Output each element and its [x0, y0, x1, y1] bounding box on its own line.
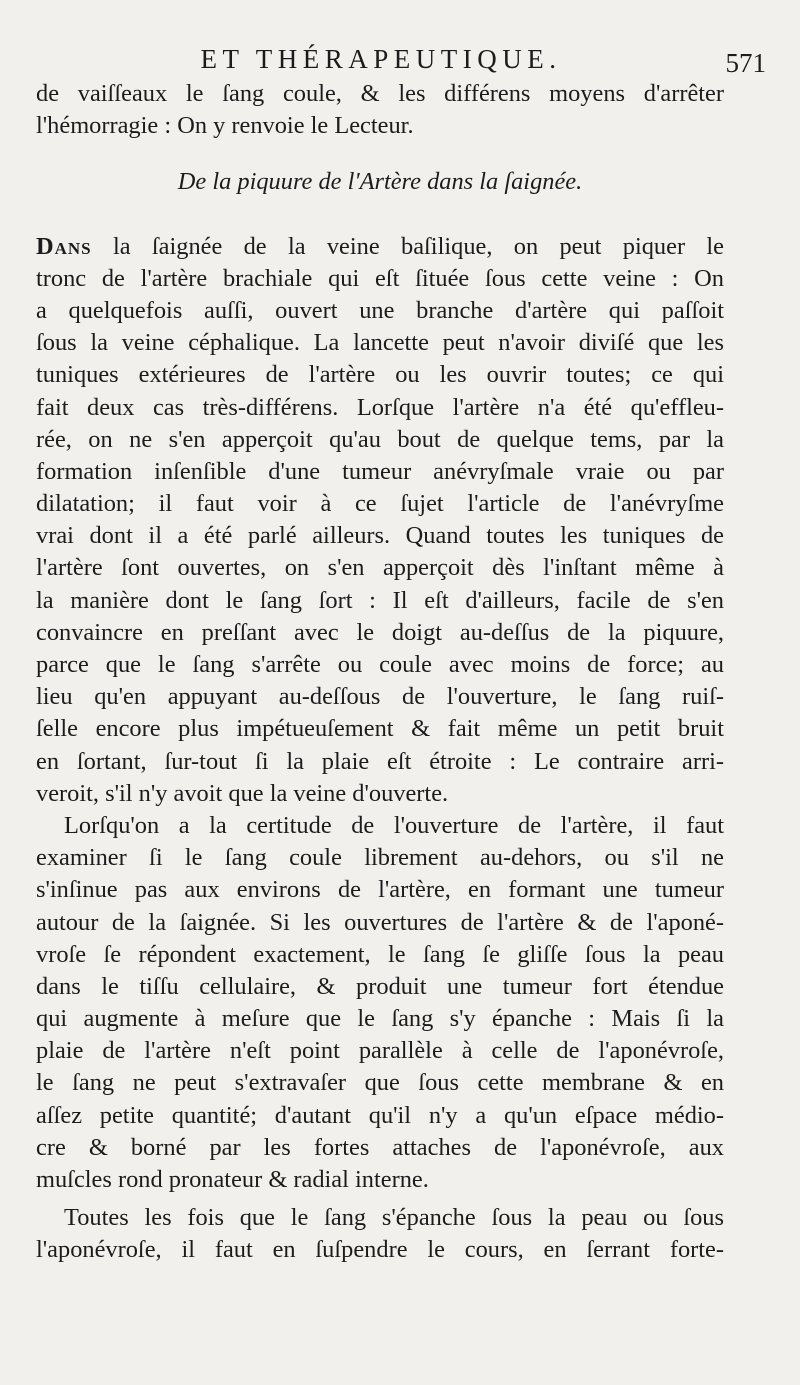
text-line: vrai dont il a été parlé ailleurs. Quand toutes les tuniques de: [36, 522, 724, 550]
text-line: parce que le ſang s'arrête ou coule avec moins de force; au: [36, 651, 724, 678]
text-line: tuniques extérieures de l'artère ou les ouvrir toutes; ce qui: [36, 361, 724, 389]
text-line: autour de la ſaignée. Si les ouvertures de l'artère & de l'aponé-: [36, 908, 724, 936]
paragraph-first-line: [36, 231, 724, 263]
text-line: ſelle encore plus impétueuſement & fait même un petit bruit: [36, 715, 724, 743]
text-line: plaie de l'artère n'eſt point parallèle à celle de l'aponévroſe,: [36, 1037, 724, 1065]
text-line: convaincre en preſſant avec le doigt au-deſſus de la piquure,: [36, 618, 724, 646]
text-line: veroit, s'il n'y avoit que la veine d'ouverte.: [36, 779, 449, 807]
text-line: Lorſqu'on a la certitude de l'ouverture de l'artère, il faut: [64, 811, 724, 839]
page-number: 571: [725, 48, 766, 78]
body-text: [36, 78, 724, 1267]
text-line: en ſortant, ſur-tout ſi la plaie eſt étroite : Le contraire arri-: [36, 747, 724, 775]
text-line: rée, on ne s'en apperçoit qu'au bout de quelque tems, par la: [36, 425, 724, 453]
text-line: dans le tiſſu cellulaire, & produit une tumeur fort étendue: [36, 972, 724, 1000]
text-line: l'artère ſont ouvertes, on s'en apperçoit dès l'inſtant même à: [36, 554, 724, 582]
intro-line: de vaiſſeaux le ſang coule, & les différens moyens d'arrêter: [36, 80, 724, 107]
lead-word: Dans: [36, 232, 92, 260]
text-line: lieu qu'en appuyant au-deſſous de l'ouverture, le ſang ruiſ-: [36, 683, 724, 711]
text-line: dilatation; il faut voir à ce ſujet l'article de l'anévryſme: [36, 490, 724, 518]
intro-line: l'hémorragie : On y renvoie le Lecteur.: [36, 112, 414, 140]
text-line: fait deux cas très-différens. Lorſque l'artère n'a été qu'effleu-: [36, 393, 724, 421]
text-line: cre & borné par les fortes attaches de l'aponévroſe, aux: [36, 1133, 724, 1161]
text-line: vroſe ſe répondent exactement, le ſang ſe gliſſe ſous la peau: [36, 940, 724, 968]
text-line: la manière dont le ſang ſort : Il eſt d'ailleurs, facile de s'en: [36, 586, 724, 614]
text-line: Toutes les fois que le ſang s'épanche ſous la peau ou ſous: [64, 1204, 724, 1232]
section-caption: De la piquure de l'Artère dans la ſaignée.: [177, 168, 583, 196]
text-line: a quelquefois auſſi, ouvert une branche d'artère qui paſſoit: [36, 296, 724, 324]
text-line: le ſang ne peut s'extravaſer que ſous cette membrane & en: [36, 1069, 724, 1097]
text-line: examiner ſi le ſang coule librement au-dehors, ou s'il ne: [36, 844, 724, 872]
running-title: ET THÉRAPEUTIQUE.: [200, 44, 562, 74]
text-line: qui augmente à meſure que le ſang s'y épanche : Mais ſi la: [36, 1005, 724, 1033]
text-line: l'aponévroſe, il faut en ſuſpendre le cours, en ſerrant forte-: [36, 1236, 724, 1264]
text-line: muſcles rond pronateur & radial interne.: [36, 1166, 429, 1193]
first-line-rest: la ſaignée de la veine baſilique, on peut piquer le: [112, 232, 724, 260]
text-line: tronc de l'artère brachiale qui eſt ſituée ſous cette veine : On: [36, 264, 724, 292]
text-line: s'inſinue pas aux environs de l'artère, en formant une tumeur: [36, 876, 724, 904]
text-line: ſous la veine céphalique. La lancette peut n'avoir diviſé que les: [36, 329, 724, 357]
text-line: formation inſenſible d'une tumeur anévryſmale vraie ou par: [36, 457, 724, 485]
text-line: aſſez petite quantité; d'autant qu'il n'y a qu'un eſpace médio-: [36, 1101, 724, 1129]
